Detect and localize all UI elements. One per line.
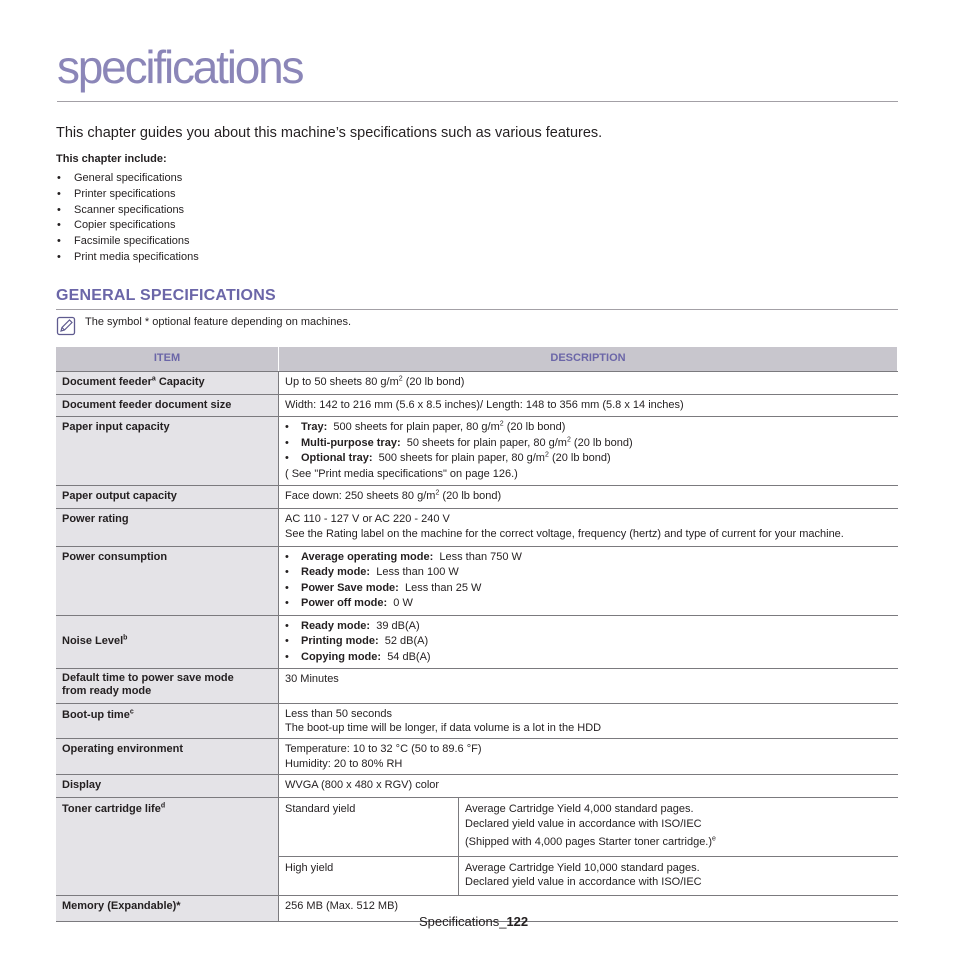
list-item: • Ready mode: Less than 100 W [285,565,892,581]
item-cell: Document feeder document size [56,394,279,417]
table-row [56,797,898,896]
table-row [56,394,898,417]
list-item[interactable]: • General specifications [56,171,199,187]
toner-yield-table [279,798,898,896]
list-item[interactable]: • Scanner specifications [56,203,199,219]
column-header-item: ITEM [56,347,279,372]
description-cell: 256 MB (Max. 512 MB) [279,896,898,922]
page-title: specifications [57,41,303,93]
table-row [56,508,898,546]
bullet-list [285,550,892,612]
yield-type-cell: High yield [279,857,459,896]
description-cell: Width: 142 to 216 mm (5.6 x 8.5 inches)/ Length: 148 to 356 mm (5.8 x 14 inches) [279,394,898,417]
list-item: • Power off mode: 0 W [285,596,892,612]
list-item: • Ready mode: 39 dB(A) [285,619,892,635]
footer-label: Specifications_ [419,914,507,929]
description-cell [279,615,898,669]
table-row [56,704,898,739]
list-item: • Optional tray: 500 sheets for plain paper, 80 $g/m^2$ (20 lb bond) [285,451,892,467]
note-text: The symbol * optional feature depending on machines. [85,316,352,328]
description-cell: WVGA (800 x 480 x RGV) color [279,775,898,798]
description-cell: Up to 50 sheets 80 $g/m^2$ (20 lb bond) [279,372,898,395]
description-cell: Less than 50 seconds The boot-up time will be longer, if data volume is a lot in the HDD [279,704,898,739]
item-cell: Noise Level$^b$ [56,615,279,669]
include-heading: This chapter include: [56,153,167,165]
title-divider [57,101,898,102]
table-row [56,546,898,615]
list-item[interactable]: • Facsimile specifications [56,234,199,250]
page-number: 122 [506,914,529,929]
table-row [56,486,898,509]
chapter-intro: This chapter guides you about this machine’s specifications such as various features. [56,125,603,141]
item-cell: Operating environment [56,739,279,775]
yield-description-cell: Average Cartridge Yield 4,000 standard pages. Declared yield value in accordance with ISO/IEC (Shipped with 4,000 pages Starter toner cartridge.)$^e$ [459,798,898,857]
description-cell [279,797,898,896]
item-cell: Power consumption [56,546,279,615]
list-item: • Copying mode: 54 dB(A) [285,650,892,666]
note-pencil-icon [56,316,76,336]
table-row [56,417,898,486]
item-cell: Power rating [56,508,279,546]
bullet-list [285,420,892,467]
table-row [56,372,898,395]
column-header-description: DESCRIPTION [279,347,898,372]
bullet-list [285,619,892,666]
table-row [56,669,898,704]
list-item[interactable]: • Copier specifications [56,218,199,234]
list-item: • Power Save mode: Less than 25 W [285,581,892,597]
item-cell: Default time to power save mode from ready mode [56,669,279,704]
table-row [279,857,898,896]
table-row [279,798,898,857]
item-cell: Document feeder$^a$ Capacity [56,372,279,395]
list-item: • Multi-purpose tray: 50 sheets for plain paper, 80 $g/m^2$ (20 lb bond) [285,436,892,452]
yield-description-cell: Average Cartridge Yield 10,000 standard pages. Declared yield value in accordance with ISO/IEC [465,862,702,888]
description-cell [279,417,898,486]
item-cell: Boot-up time$^c$ [56,704,279,739]
item-cell: Display [56,775,279,798]
list-item[interactable]: • Printer specifications [56,187,199,203]
description-cell: 30 Minutes [279,669,898,704]
page-footer [419,914,528,929]
description-cell: Temperature: 10 to 32 °C (50 to 89.6 °F) Humidity: 20 to 80% RH [279,739,898,775]
list-item: • Tray: 500 sheets for plain paper, 80 $g/m^2$ (20 lb bond) [285,420,892,436]
list-item[interactable]: • Print media specifications [56,250,199,266]
list-item: • Printing mode: 52 dB(A) [285,634,892,650]
specifications-table [56,347,898,922]
table-row [56,615,898,669]
table-row [56,739,898,775]
chapter-list [56,171,199,266]
list-item: • Average operating mode: Less than 750 W [285,550,892,566]
item-cell: Toner cartridge life$^d$ [56,797,279,896]
item-cell: Paper output capacity [56,486,279,509]
item-cell: Paper input capacity [56,417,279,486]
description-cell: Face down: 250 sheets 80 $g/m^2$ (20 lb bond) [279,486,898,509]
yield-type-cell: Standard yield [279,798,459,857]
table-row [56,775,898,798]
cross-reference-note[interactable]: ( See "Print media specifications" on page 126.) [285,467,518,480]
description-cell [279,546,898,615]
section-heading: GENERAL SPECIFICATIONS [56,287,276,304]
section-divider [56,309,898,310]
table-header-row [56,347,898,372]
item-cell: Memory (Expandable)* [56,896,279,922]
description-cell: AC 110 - 127 V or AC 220 - 240 V See the Rating label on the machine for the correct voltage, frequency (hertz) and type of current for your machine. [279,508,898,546]
